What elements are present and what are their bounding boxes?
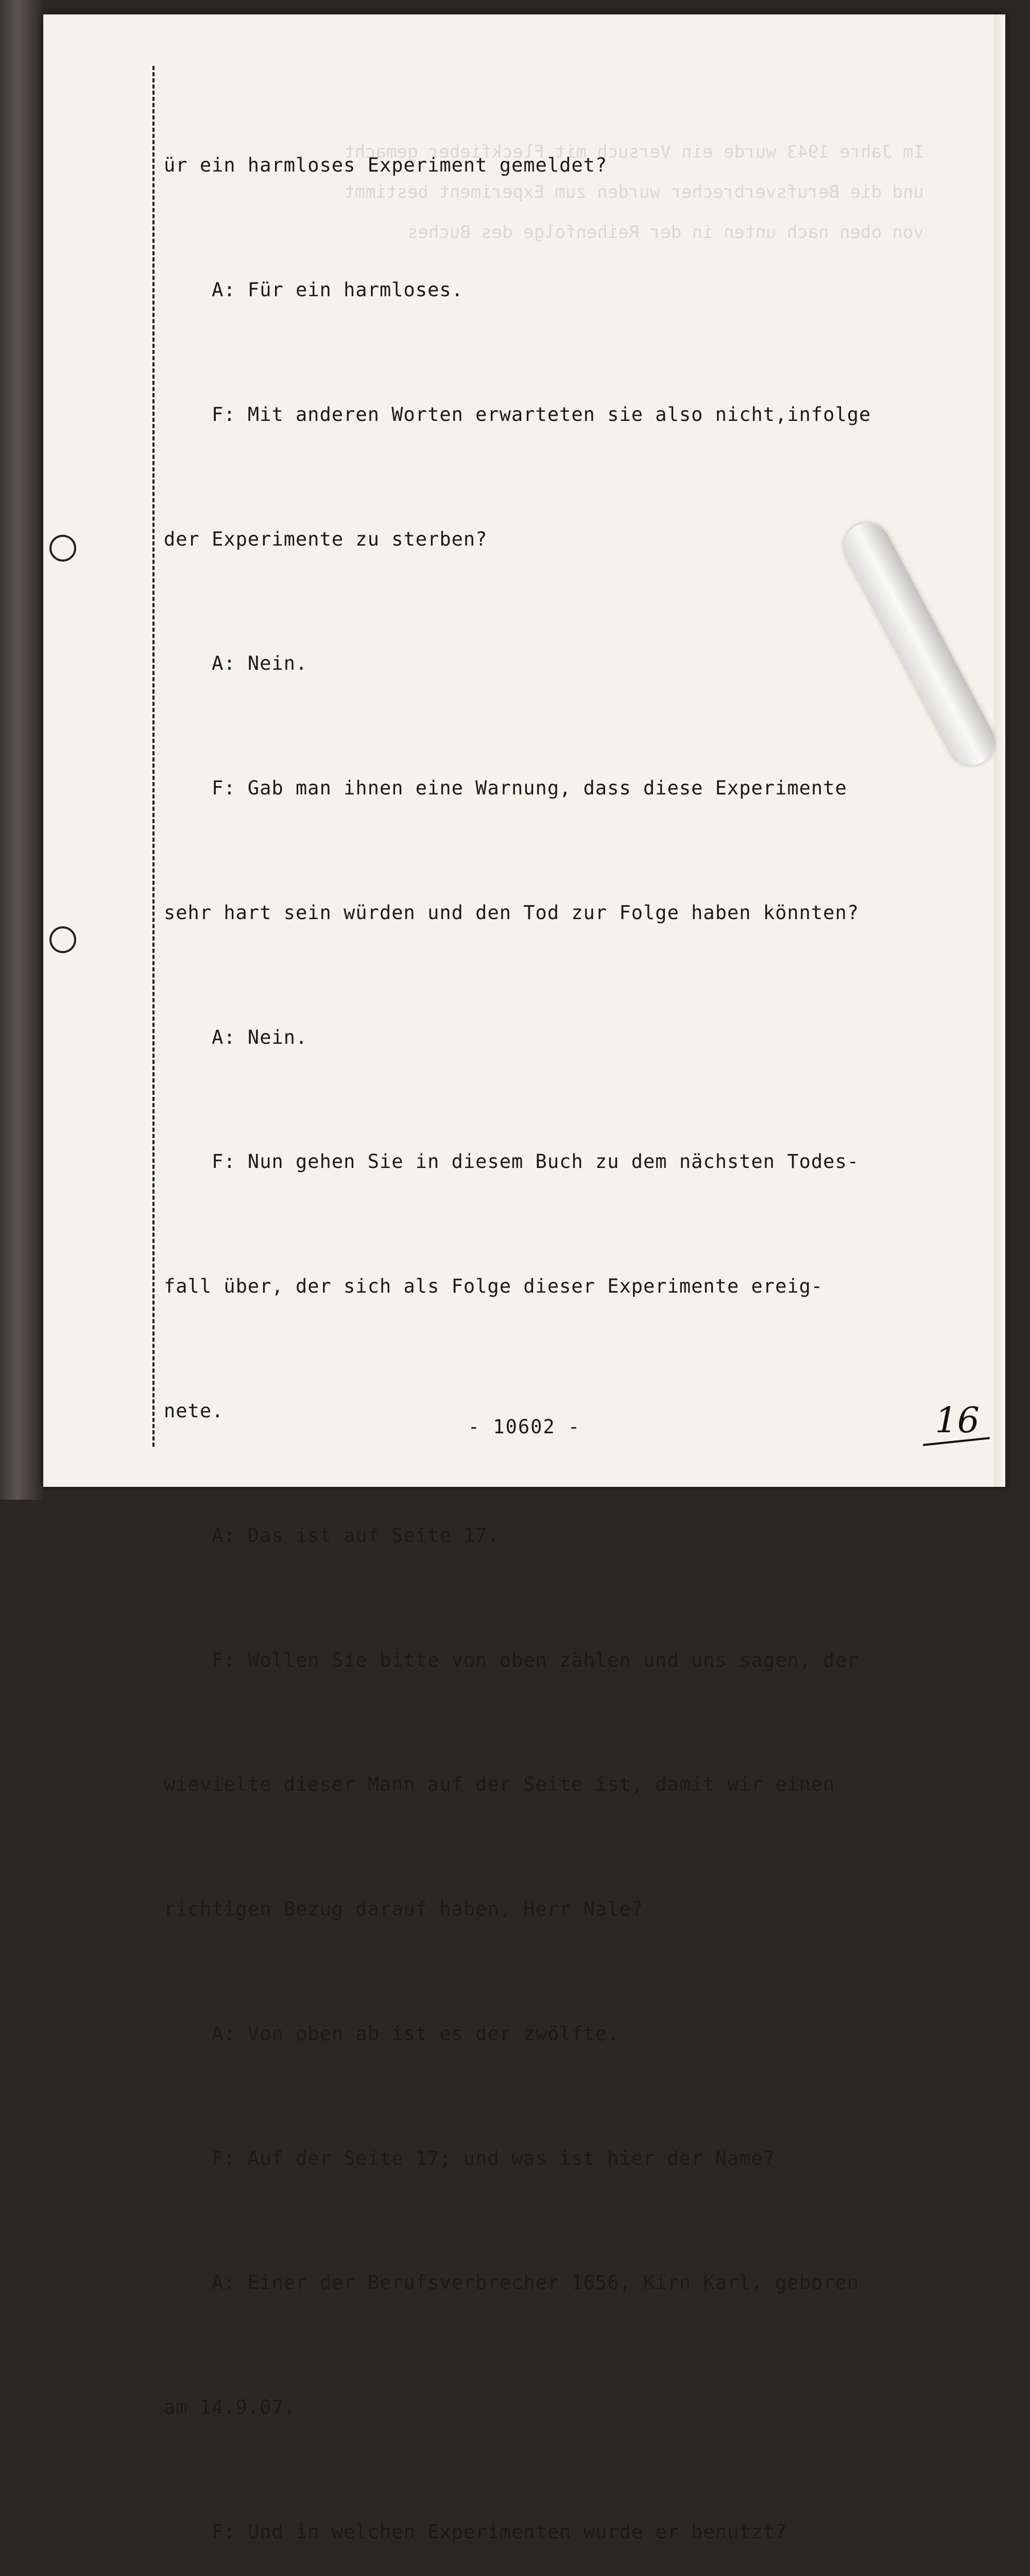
text-line: sehr hart sein würden und den Tod zur Folge haben könnten?	[164, 901, 860, 924]
bleed-through-text: Im Jahre 1943 wurde ein Versuch mit Fleckfieber gemacht und die Berufsverbrecher wurden zum Experiment bestimmt von oben nach unten in der Reihenfolge des Buches	[344, 142, 924, 243]
document-footer-number: - 10602 -	[468, 1416, 581, 1438]
text-line: am 14.9.07.	[164, 2396, 296, 2419]
punch-hole-upper	[49, 535, 76, 562]
margin-rule	[152, 66, 154, 1447]
text-line: F: Gab man ihnen eine Warnung, dass diese Experimente	[164, 777, 847, 800]
text-line: ür ein harmloses Experiment gemeldet?	[164, 154, 608, 177]
typewritten-text	[164, 62, 967, 2576]
text-line: wievielte dieser Mann auf der Seite ist, damit wir einen	[164, 1773, 835, 1796]
text-line: A: Für ein harmloses.	[164, 278, 464, 301]
text-line: F: Wollen Sie bitte von oben zählen und uns sagen, der	[164, 1649, 860, 1671]
punch-hole-lower	[49, 926, 76, 953]
text-line: F: Mit anderen Worten erwarteten sie also nicht,infolge	[164, 403, 871, 426]
document-page	[43, 14, 1005, 2544]
text-line: der Experimente zu sterben?	[164, 528, 488, 550]
text-line: F: Und in welchen Experimenten wurde er benutzt?	[164, 2521, 787, 2544]
text-line: A: Nein.	[164, 1026, 308, 1048]
text-line: A: Einer der Berufsverbrecher 1656, Kirn Karl, geboren	[164, 2272, 860, 2294]
text-line: nete.	[164, 1400, 224, 1422]
text-line: A: Nein.	[164, 652, 308, 675]
text-line: F: Nun gehen Sie in diesem Buch zu dem nächsten Todes-	[164, 1150, 860, 1173]
binder-edge	[0, 0, 43, 1500]
text-line: A: Das ist auf Seite 17.	[164, 1524, 500, 1547]
text-line: A: Von oben ab ist es der zwölfte.	[164, 2022, 620, 2045]
handwritten-page-number: 16	[935, 1400, 980, 1441]
text-line: F: Auf der Seite 17; und was ist hier der Name?	[164, 2147, 776, 2170]
text-line: fall über, der sich als Folge dieser Experimente ereig-	[164, 1275, 823, 1298]
text-line: richtigen Bezug darauf haben, Herr Nale?	[164, 1898, 644, 1921]
page-edge	[994, 14, 1005, 1487]
